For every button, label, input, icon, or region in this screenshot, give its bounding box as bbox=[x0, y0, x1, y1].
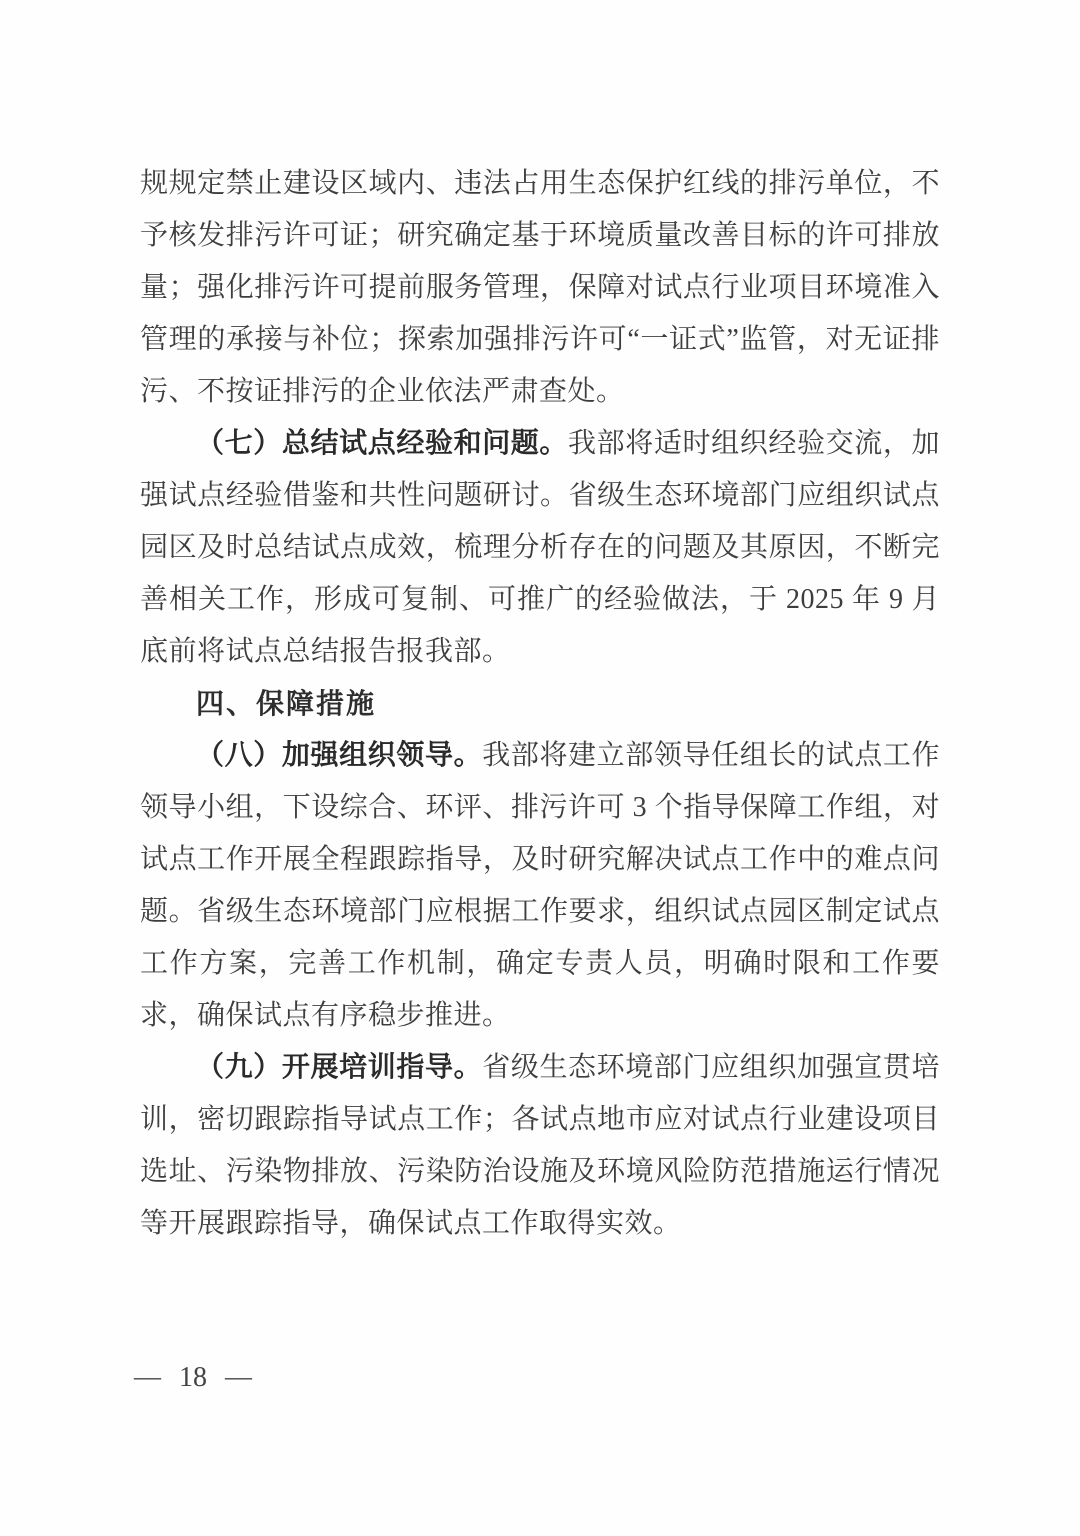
paragraph-item-8 bbox=[140, 730, 940, 1042]
page-footer bbox=[134, 1362, 252, 1394]
page-number: 18 bbox=[179, 1362, 207, 1393]
paragraph-item-9 bbox=[140, 1042, 940, 1250]
document-body bbox=[140, 158, 940, 1250]
paragraph-9-body: 省级生态环境部门应组织加强宣贯培训，密切跟踪指导试点工作；各试点地市应对试点行业建设项目选址、污染物排放、污染防治设施及环境风险防范措施运行情况等开展跟踪指导，确保试点工作取得实效。 bbox=[140, 1052, 940, 1239]
paragraph-item-7 bbox=[140, 418, 940, 678]
paragraph-8-body: 我部将建立部领导任组长的试点工作领导小组，下设综合、环评、排污许可 3 个指导保障工作组，对试点工作开展全程跟踪指导，及时研究解决试点工作中的难点问题。省级生态环境部门应根据工作要求，组织试点园区制定试点工作方案，完善工作机制，确定专责人员，明确时限和工作要求，确保试点有序稳步推进。 bbox=[140, 740, 940, 1031]
footer-left-dash: — bbox=[134, 1360, 161, 1391]
paragraph-9-lead: （九）开展培训指导。 bbox=[196, 1052, 483, 1083]
paragraph-7-body: 我部将适时组织经验交流，加强试点经验借鉴和共性问题研讨。省级生态环境部门应组织试点园区及时总结试点成效，梳理分析存在的问题及其原因，不断完善相关工作，形成可复制、可推广的经验做法，于 2025 年 9 月底前将试点总结报告报我部。 bbox=[140, 428, 940, 667]
paragraph-8-lead: （八）加强组织领导。 bbox=[196, 740, 483, 771]
paragraph-7-lead: （七）总结试点经验和问题。 bbox=[196, 428, 569, 459]
paragraph-continuation: 规规定禁止建设区域内、违法占用生态保护红线的排污单位，不予核发排污许可证；研究确定基于环境质量改善目标的许可排放量；强化排污许可提前服务管理，保障对试点行业项目环境准入管理的承接与补位；探索加强排污许可“一证式”监管，对无证排污、不按证排污的企业依法严肃查处。 bbox=[140, 168, 940, 407]
section-heading-4: 四、保障措施 bbox=[196, 688, 377, 719]
footer-right-dash: — bbox=[225, 1360, 252, 1391]
